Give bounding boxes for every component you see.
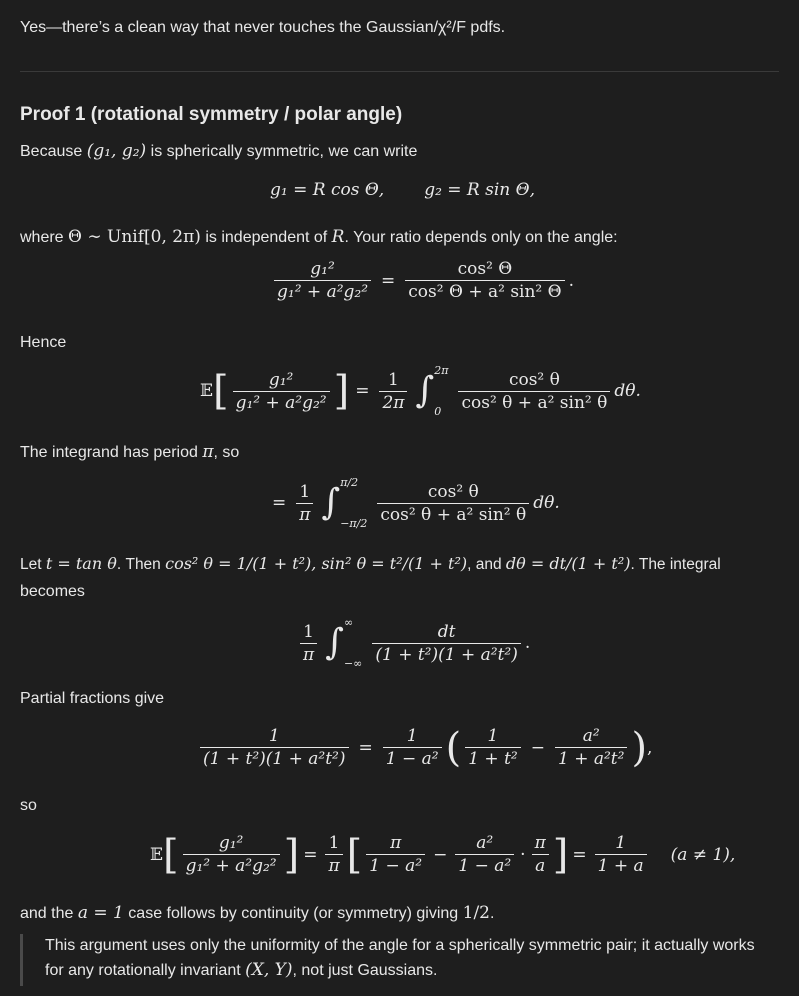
- fraction: $\frac{\pi}{\text{1 − a²}}$: [366, 832, 425, 877]
- fraction: $\frac{\text{a²}}{\text{1 − a²}}$: [455, 832, 514, 877]
- substitution-line: Let t = tan θ. Then cos² θ = 1/(1 + t²), sin² θ = t²/(1 + t²), and dθ = dt/(1 + t²). The integral: [20, 554, 721, 573]
- inline-math: a = 1: [77, 903, 124, 923]
- equation-result: 𝔼 [ $\frac{\text{g₁²}}{\text{g₁² + a²g₂²}}$ ] = $\frac{1}{\pi}$ [ $\frac{\pi}{\text{1 − a²}}$ − $\frac{\text{a²}}{\text{1 − a²}}$ · $\frac{\pi}{a}$ ] = $\frac{1}{1 + a}$ (a ≠ 1),: [150, 831, 736, 878]
- fraction: $\frac{1}{\text{1 − a²}}$: [383, 725, 442, 770]
- fraction: $\frac{1}{1 + a}$: [595, 832, 647, 877]
- so-text: so: [20, 797, 37, 814]
- inline-math: 1/2: [462, 903, 490, 923]
- integral-sign: ∫: [321, 482, 341, 523]
- fraction: $\frac{1}{\pi}$: [325, 832, 342, 877]
- equation-partial-fractions: $\frac{1}{\text{(1 + t²)(1 + a²t²)}}$ = $\frac{1}{\text{1 − a²}}$ ( $\frac{1}{\text{1 + t²}}$ − $\frac{\text{a²}}{\text{1 + a²t²}}$ ) ,: [196, 725, 652, 770]
- fraction: $\frac{\text{cos² θ}}{\text{cos² θ + a² sin² θ}}$: [458, 369, 610, 414]
- fraction: $\frac{\text{g₁²}}{\text{g₁² + a²g₂²}}$: [274, 258, 371, 303]
- blockquote-note: [20, 934, 780, 986]
- equation-expectation: 𝔼 [ $\frac{\text{g₁²}}{\text{g₁² + a²g₂²}}$ ] = $\frac{1}{2\pi}$ ∫ 2π 0 $\frac{\text{cos² θ}}{\text{cos² θ + a² sin² θ}}$ dθ.: [200, 364, 641, 418]
- where-line: where Θ ∼ Unif[0, 2π) is independent of R. Your ratio depends only on the angle:: [20, 227, 618, 247]
- integral-sign: ∫: [325, 622, 344, 663]
- fraction: $\frac{1}{\text{1 + t²}}$: [465, 725, 521, 770]
- section-heading: Proof 1 (rotational symmetry / polar angle): [20, 104, 403, 125]
- continuity-line: and the a = 1 case follows by continuity (or symmetry) giving 1/2.: [20, 903, 495, 923]
- integral-limits: π/2 −π/2: [340, 476, 368, 530]
- fraction: $\frac{dt}{\text{(1 + t²)(1 + a²t²)}}$: [372, 621, 521, 666]
- intro-text: Yes—there’s a clean way that never touches the Gaussian/χ²/F pdfs.: [20, 19, 506, 36]
- fraction: $\frac{\pi}{a}$: [532, 832, 549, 877]
- partial-fractions-text: Partial fractions give: [20, 690, 165, 707]
- inline-math: (X, Y): [245, 960, 293, 980]
- fraction: $\frac{\text{g₁²}}{\text{g₁² + a²g₂²}}$: [183, 832, 280, 877]
- quote-line: for any rotationally invariant (X, Y), not just Gaussians.: [45, 960, 438, 980]
- because-line: Because (g₁, g₂) is spherically symmetric, we can write: [20, 141, 418, 161]
- integral-sign: ∫: [415, 370, 435, 411]
- fraction: $\frac{1}{\pi}$: [300, 621, 317, 666]
- equation-ratio: $\frac{\text{g₁²}}{\text{g₁² + a²g₂²}}$ = $\frac{\text{cos² Θ}}{\text{cos² Θ + a² sin² Θ}}$ .: [270, 258, 574, 303]
- period-line: The integrand has period π, so: [20, 442, 240, 462]
- integral-limits: 2π 0: [434, 364, 449, 418]
- fraction: $\frac{\text{a²}}{\text{1 + a²t²}}$: [555, 725, 627, 770]
- fraction: $\frac{1}{\text{(1 + t²)(1 + a²t²)}}$: [200, 725, 349, 770]
- fraction: $\frac{1}{2\pi}$: [379, 369, 407, 414]
- fraction: $\frac{\text{g₁²}}{\text{g₁² + a²g₂²}}$: [233, 369, 330, 414]
- inline-math: R: [331, 227, 345, 247]
- integral-limits: ∞ −∞: [343, 616, 363, 670]
- fraction: $\frac{\text{cos² Θ}}{\text{cos² Θ + a² sin² Θ}}$: [405, 258, 564, 303]
- inline-math: π: [202, 442, 214, 462]
- inline-math: (g₁, g₂): [86, 141, 147, 161]
- inline-math: Θ ∼ Unif[0, 2π): [68, 227, 201, 247]
- equation-polar: g₁ = R cos Θ, g₂ = R sin Θ,: [270, 180, 535, 200]
- equation-half-period: = $\frac{1}{\pi}$ ∫ π/2 −π/2 $\frac{\text{cos² θ}}{\text{cos² θ + a² sin² θ}}$ dθ.: [272, 476, 560, 530]
- fraction: $\frac{\text{cos² θ}}{\text{cos² θ + a² sin² θ}}$: [377, 481, 529, 526]
- fraction: $\frac{1}{\pi}$: [296, 481, 313, 526]
- hence-text: Hence: [20, 334, 67, 351]
- inline-math: t = tan θ: [45, 554, 117, 573]
- becomes-text: becomes: [20, 583, 85, 600]
- inline-math: cos² θ = 1/(1 + t²), sin² θ = t²/(1 + t²): [165, 554, 468, 573]
- quote-line: This argument uses only the uniformity of the angle for a spherically symmetric pair; it actually works: [45, 937, 755, 954]
- inline-math: dθ = dt/(1 + t²): [505, 554, 631, 573]
- divider: [20, 71, 779, 72]
- equation-t-integral: $\frac{1}{\pi}$ ∫ ∞ −∞ $\frac{dt}{\text{(1 + t²)(1 + a²t²)}}$ .: [296, 616, 530, 670]
